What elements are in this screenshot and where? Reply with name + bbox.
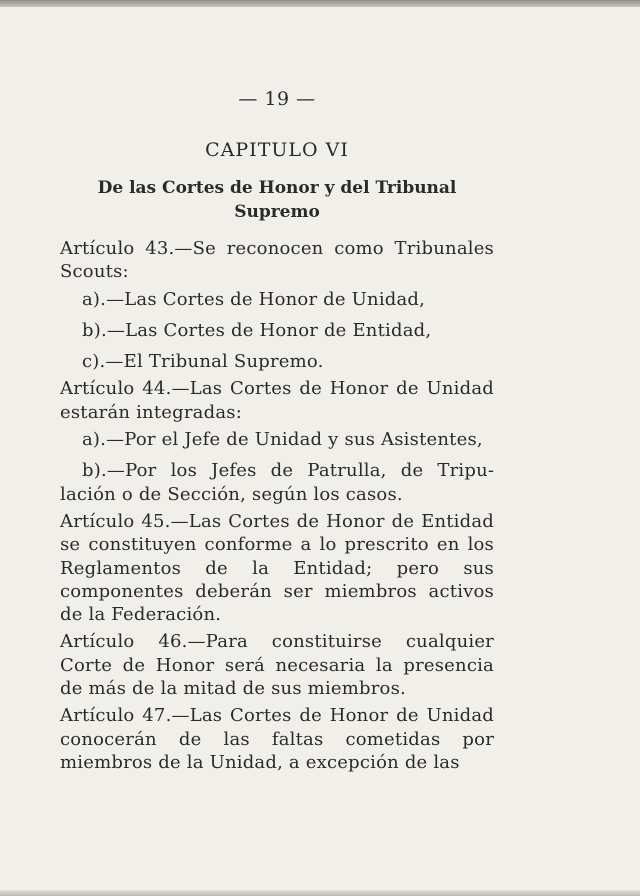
article-43: Artículo 43.—Se reconocen como Tribunales Scouts: [60,238,494,283]
page-top-edge [0,0,640,7]
article-47: Artículo 47.—Las Cortes de Honor de Unidad conocerán de las faltas cometidas por miembros de la Unidad, a excepción de las [60,705,494,773]
page-number: — 19 — [238,88,316,110]
article-43-item-b: b).—Las Cortes de Honor de Entidad, [82,319,432,341]
article-44-item-a: a).—Por el Jefe de Unidad y sus Asistentes, [82,429,483,451]
page-bottom-edge [0,890,640,896]
article-45: Artículo 45.—Las Cortes de Honor de Entidad se constituyen conforme a lo prescrito en los Reglamentos de la Entidad; pero sus componentes deberán ser miembros activos de la Federación. [60,510,494,626]
article-46: Artículo 46.—Para constituirse cualquier Corte de Honor será necesaria la presencia de más de la mitad de sus miembros. [60,631,494,700]
chapter-title: CAPITULO VI [205,139,349,161]
article-44-item-b: b).—Por los Jefes de Patrulla, de Tripulación o de Sección, según los casos. [60,460,494,505]
article-43-item-a: a).—Las Cortes de Honor de Unidad, [82,288,426,310]
article-43-item-c: c).—El Tribunal Supremo. [82,351,324,373]
text-block [60,88,494,778]
article-44: Artículo 44.—Las Cortes de Honor de Unidad estarán integradas: [60,378,494,423]
section-heading: De las Cortes de Honor y del Tribunal Supremo [97,178,457,222]
